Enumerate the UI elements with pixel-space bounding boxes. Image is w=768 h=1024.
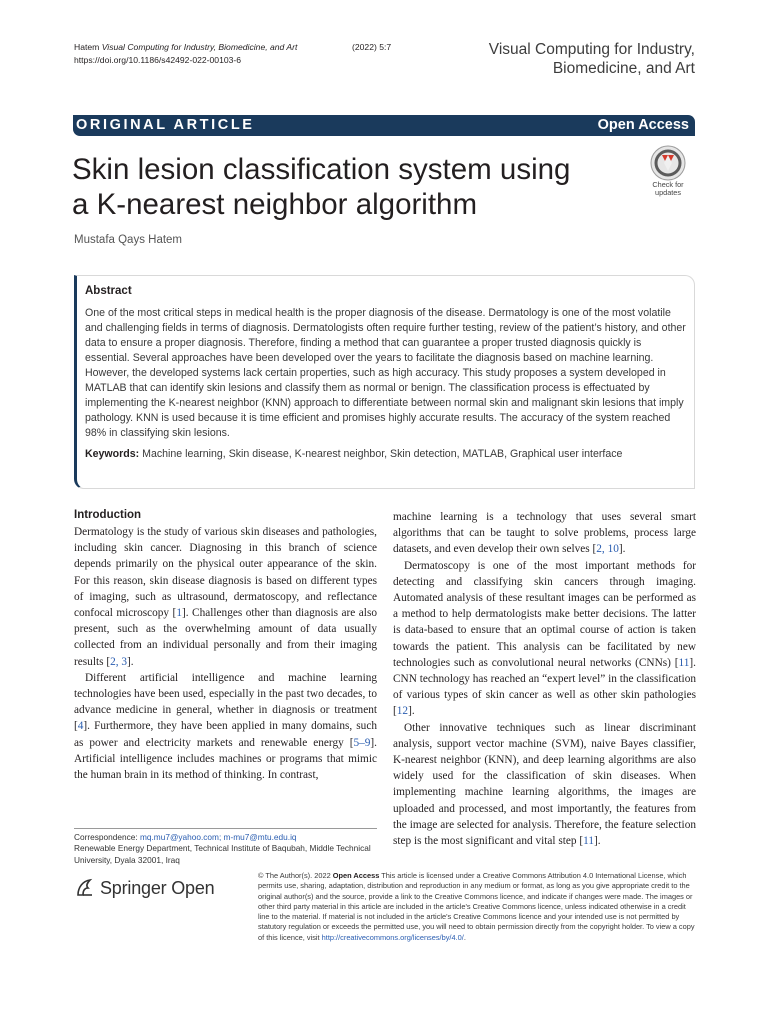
citation-link[interactable]: 2, 10 [596, 543, 619, 556]
citation-link[interactable]: 2, 3 [110, 655, 128, 668]
journal-name-line1: Visual Computing for Industry, [488, 41, 695, 58]
paragraph [74, 524, 377, 670]
body-column-left [74, 508, 377, 783]
text: Different artificial intelligence and machine learning technologies have been used, especially in the past two decades, to advance medicine in general, whether in diagnosis or treatment [ [74, 671, 377, 733]
body-column-right [393, 509, 696, 849]
abstract-box [74, 275, 695, 489]
citation-link[interactable]: 11 [583, 835, 595, 848]
check-for-updates-line1: Check for [652, 180, 684, 189]
keywords-label: Keywords: [85, 448, 140, 460]
header-journal: Visual Computing for Industry, Biomedicine, and Art [101, 42, 298, 52]
header-volume: (2022) 5:7 [352, 42, 392, 52]
text: Open Access [332, 871, 380, 880]
text: ]. [127, 655, 134, 668]
correspondence-note [74, 828, 377, 866]
open-access-label: Open Access [597, 117, 689, 133]
article-title: Skin lesion classification system using a K-nearest neighbor algorithm [72, 153, 571, 221]
correspondence-label: Correspondence: [74, 832, 140, 842]
abstract-heading: Abstract [85, 285, 132, 297]
affiliation: Renewable Energy Department, Technical Institute of Baqubah, Middle Technical University, Dyala 32001, Iraq [74, 843, 371, 865]
license-footer [74, 871, 695, 951]
text: ]. [408, 705, 415, 718]
citation-link[interactable]: 12 [396, 705, 409, 718]
article-type-label: ORIGINAL ARTICLE [76, 117, 255, 133]
text: © The Author(s). 2022 [258, 871, 333, 880]
paragraph [393, 720, 696, 850]
text: Other innovative techniques such as linear discriminant analysis, support vector machine (SVM), naive Bayes classifier, K-nearest neighbor (KNN), and deep learning algorithms are also widely used for the classification of skin diseases. When implementing machine learning algorithms, the images are uploaded and processed, and most importantly, the features from the image are selected for analysis. Therefore, the feature selection step is the most significant and vital step [ [393, 721, 696, 848]
keywords [85, 447, 686, 462]
springer-horse-icon [74, 877, 96, 899]
article-type-bar [73, 115, 695, 136]
license-link[interactable]: http://creativecommons.org/licenses/by/4.0/ [321, 932, 464, 942]
keywords-list: Machine learning, Skin disease, K-nearest neighbor, Skin detection, MATLAB, Graphical user interface [142, 448, 623, 460]
citation-link[interactable]: 4 [77, 720, 84, 733]
check-for-updates-icon [650, 145, 686, 181]
text: ]. [618, 543, 626, 556]
text: This article is licensed under a Creative Commons Attribution 4.0 International License, which permits use, sharing, adaptation, distribution and reproduction in any medium or format, as long as you give appropriate credit to the original author(s) and the source, provide a link to the Creative Commons licence, and indicate if changes were made. The images or other third party material in this article are included in the article's Creative Commons licence, unless indicated otherwise in a credit line to the material. If material is not included in the article's Creative Commons licence and your intended use is not permitted by statutory regulation or exceeds the permitted use, you will need to obtain permission directly from the copyright holder. To view a copy of this licence, visit [258, 871, 695, 942]
text: Dermatoscopy is one of the most important methods for detecting and classifying skin cancers through imaging. Automated analysis of these resultant images can be performed as a method to help dermatologists make better decisions. The latter is data-based to ensure that an optimal course of action is taken towards the patient. This analysis can be facilitated by new technologies such as convolutional neural networks (CNNs) [ [393, 559, 696, 669]
introduction-heading: Introduction [74, 509, 142, 521]
text: ]. Artificial intelligence includes machines or programs that mimic the human brain in its method of thinking. In contrast, [74, 736, 377, 782]
citation-link[interactable]: 11 [678, 656, 690, 669]
citation-link[interactable]: 1 [176, 607, 182, 620]
text: . [463, 932, 466, 942]
author-name: Mustafa Qays Hatem [74, 234, 183, 246]
text: ]. Furthermore, they have been applied in many domains, such as power and electricity markets and renewable energy [ [74, 720, 377, 749]
check-for-updates-line2: updates [655, 188, 681, 197]
text: ]. CNN technology has reached an “expert level” in the classification of various types of skin cancer as well as other skin pathologies [ [393, 656, 696, 718]
text: Dermatology is the study of various skin diseases and pathologies, including skin cancer. Diagnosing in this branch of science depends primarily on the physical outer appearance of the skin. For this reason, skin disease diagnosis is based on different types of imaging, such as ultrasound, dermatoscopy, and reflectance confocal microscopy [ [74, 526, 377, 620]
citation-link[interactable]: 5–9 [353, 736, 371, 749]
paragraph [393, 509, 696, 558]
license-text [258, 871, 698, 943]
header-author: Hatem [74, 42, 100, 52]
springer-open-text: Springer Open [100, 877, 215, 898]
correspondence-email-link[interactable]: mq.mu7@yahoo.com; m-mu7@mtu.edu.iq [139, 832, 297, 842]
header-doi-link[interactable]: https://doi.org/10.1186/s42492-022-00103-6 [74, 55, 242, 65]
abstract-text: One of the most critical steps in medical health is the proper diagnosis of the disease. Dermatology is one of the most volatile and challenging fields in terms of diagnosis. Dermatologists often require further testing, review of the patient’s history, and other data to ensure a proper diagnosis. Therefore, finding a method that can guarantee a proper trusted diagnosis quickly is essential. Several approaches have been developed over the years to facilitate the diagnosis based on machine learning. However, the developed systems lack certain properties, such as high accuracy. This study proposes a system developed in MATLAB that can identify skin lesions and classify them as normal or benign. The classification process is effectuated by implementing the K-nearest neighbor (KNN) approach to differentiate between normal skin and malignant skin lesions that imply pathology. KNN is used because it is time efficient and promises highly accurate results. The accuracy of the system reached 98% in classifying skin lesions. [85, 307, 686, 439]
springer-open-logo [74, 877, 214, 899]
paragraph [74, 670, 377, 783]
journal-name-line2: Biomedicine, and Art [552, 60, 695, 77]
text: machine learning is a technology that uses several smart algorithms that can be taught to solve problems, process large datasets, and even develop their own selves [ [393, 511, 696, 556]
text: ]. Challenges other than diagnosis are also present, such as the overwhelming amount of data usually collected from an individual personally and from their imaging results [ [74, 607, 377, 668]
text: ]. [594, 835, 601, 848]
journal-name [489, 40, 695, 78]
check-for-updates-badge[interactable] [644, 145, 692, 199]
paragraph [393, 558, 696, 720]
running-header [74, 41, 414, 67]
